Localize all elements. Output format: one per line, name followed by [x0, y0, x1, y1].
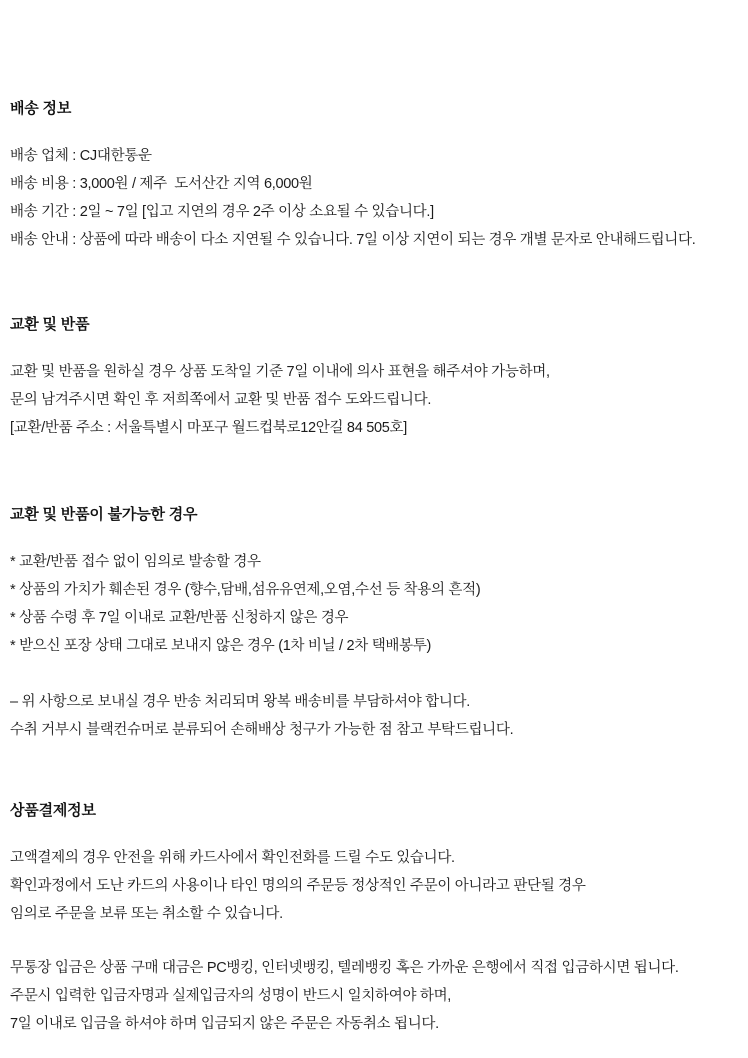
- exchange-section-title: 교환 및 반품: [10, 316, 90, 333]
- non-returnable-line: * 상품의 가치가 훼손된 경우 (향수,담배,섬유유연제,오염,수선 등 착용의 흔적): [10, 582, 481, 598]
- payment-section: [10, 800, 738, 1038]
- exchange-line: 교환 및 반품을 원하실 경우 상품 도착일 기준 7일 이내에 의사 표현을 해주셔야 가능하며,: [10, 364, 550, 380]
- payment-line: 주문시 입력한 입금자명과 실제입금자의 성명이 반드시 일치하여야 하며,: [10, 988, 452, 1004]
- payment-lines-group-2: [10, 954, 738, 1038]
- exchange-line: 문의 남겨주시면 확인 후 저희쪽에서 교환 및 반품 접수 도와드립니다.: [10, 392, 432, 408]
- non-returnable-line: * 상품 수령 후 7일 이내로 교환/반품 신청하지 않은 경우: [10, 610, 349, 626]
- exchange-section: [10, 314, 738, 442]
- section-spacer: [10, 254, 738, 314]
- payment-line: 확인과정에서 도난 카드의 사용이나 타인 명의의 주문등 정상적인 주문이 아니라고 판단될 경우: [10, 878, 586, 894]
- delivery-line: 배송 업체 : CJ대한통운: [10, 148, 152, 164]
- delivery-section-title: 배송 정보: [10, 100, 72, 117]
- section-spacer: [10, 442, 738, 504]
- delivery-line: 배송 기간 : 2일 ~ 7일 [입고 지연의 경우 2주 이상 소요될 수 있습니다.]: [10, 204, 434, 220]
- paragraph-spacer: [10, 928, 738, 954]
- delivery-line: 배송 안내 : 상품에 따라 배송이 다소 지연될 수 있습니다. 7일 이상 지연이 되는 경우 개별 문자로 안내해드립니다.: [10, 232, 696, 248]
- exchange-lines: [10, 358, 738, 442]
- payment-line: 7일 이내로 입금을 하셔야 하며 입금되지 않은 주문은 자동취소 됩니다.: [10, 1016, 439, 1032]
- payment-line: 고액결제의 경우 안전을 위해 카드사에서 확인전화를 드릴 수도 있습니다.: [10, 850, 455, 866]
- payment-section-title: 상품결제정보: [10, 802, 96, 819]
- delivery-line: 배송 비용 : 3,000원 / 제주 도서산간 지역 6,000원: [10, 176, 313, 192]
- paragraph-spacer: [10, 660, 738, 688]
- non-returnable-lines: [10, 548, 738, 660]
- payment-lines-group-1: [10, 844, 738, 928]
- non-returnable-note: – 위 사항으로 보내실 경우 반송 처리되며 왕복 배송비를 부담하셔야 합니다.: [10, 694, 470, 710]
- non-returnable-line: * 교환/반품 접수 없이 임의로 발송할 경우: [10, 554, 261, 570]
- exchange-address-line: [교환/반품 주소 : 서울특별시 마포구 월드컵북로12안길 84 505호]: [10, 420, 407, 436]
- non-returnable-line: * 받으신 포장 상태 그대로 보내지 않은 경우 (1차 비닐 / 2차 택배봉투): [10, 638, 432, 654]
- payment-line: 임의로 주문을 보류 또는 취소할 수 있습니다.: [10, 906, 283, 922]
- delivery-section: [10, 98, 738, 254]
- delivery-lines: [10, 142, 738, 254]
- non-returnable-section: [10, 504, 738, 744]
- non-returnable-section-title: 교환 및 반품이 불가능한 경우: [10, 506, 198, 523]
- section-spacer: [10, 744, 738, 800]
- payment-line: 무통장 입금은 상품 구매 대금은 PC뱅킹, 인터넷뱅킹, 텔레뱅킹 혹은 가까운 은행에서 직접 입금하시면 됩니다.: [10, 960, 679, 976]
- non-returnable-notes: [10, 688, 738, 744]
- non-returnable-note: 수취 거부시 블랙컨슈머로 분류되어 손해배상 청구가 가능한 점 참고 부탁드립니다.: [10, 722, 514, 738]
